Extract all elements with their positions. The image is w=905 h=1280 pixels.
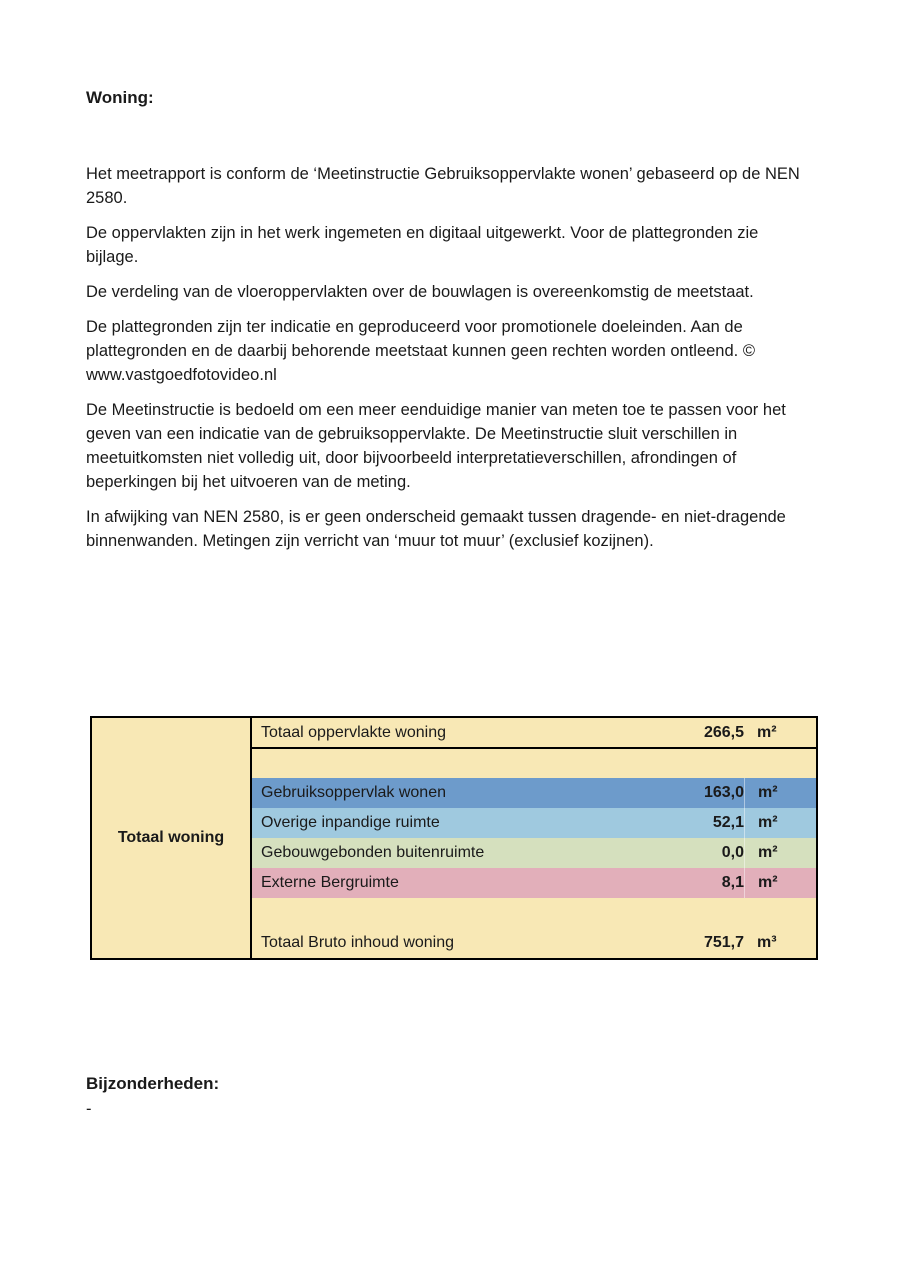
row-value: 8,1	[721, 874, 744, 891]
row-label: Totaal Bruto inhoud woning	[261, 934, 455, 951]
table-row-overige-inpandige	[252, 808, 816, 838]
row-value: 266,5	[703, 723, 744, 741]
row-label: Gebouwgebonden buitenruimte	[261, 844, 485, 861]
page-title: Woning:	[86, 88, 154, 107]
paragraph-afwijking: In afwijking van NEN 2580, is er geen onderscheid gemaakt tussen dragende- en niet-dragende binnenwanden. Metingen zijn verricht van ‘muur tot muur’ (exclusief kozijnen).	[86, 508, 786, 550]
table-rows	[252, 718, 816, 958]
row-unit: m³	[757, 934, 777, 951]
body-text	[86, 162, 800, 564]
row-label: Externe Bergruimte	[261, 874, 399, 891]
table-spacer-row	[252, 898, 816, 928]
row-unit: m²	[744, 868, 816, 898]
paragraph-verdeling: De verdeling van de vloeroppervlakten over de bouwlagen is overeenkomstig de meetstaat.	[86, 283, 754, 301]
table-row-externe-bergruimte	[252, 868, 816, 898]
row-value: 52,1	[712, 814, 744, 831]
paragraph-oppervlakten: De oppervlakten zijn in het werk ingemeten en digitaal uitgewerkt. Voor de plattegronden zie bijlage.	[86, 224, 759, 266]
table-spacer-row	[252, 749, 816, 778]
row-value: 163,0	[703, 784, 744, 801]
table-group-label: Totaal woning	[117, 829, 225, 846]
bijzonderheden-text: -	[86, 1100, 92, 1118]
paragraph-meetrapport: Het meetrapport is conform de ‘Meetinstructie Gebruiksoppervlakte wonen’ gebaseerd op de NEN 2580.	[86, 165, 800, 207]
table-row-gebruiksoppervlak	[252, 778, 816, 808]
table-row-totaal-oppervlakte	[252, 718, 816, 749]
row-label: Overige inpandige ruimte	[261, 814, 440, 831]
row-unit: m²	[757, 723, 777, 741]
table-row-bruto-inhoud	[252, 928, 816, 958]
row-unit: m²	[744, 778, 816, 808]
paragraph-meetinstructie: De Meetinstructie is bedoeld om een meer eenduidige manier van meten toe te passen voor het geven van een indicatie van de gebruiksoppervlakte. De Meetinstructie sluit verschillen in meetuitkomsten niet volledig uit, door bijvoorbeeld interpretatieverschillen, afrondingen of beperkingen bij het uitvoeren van de meting.	[86, 401, 786, 491]
row-label: Totaal oppervlakte woning	[261, 723, 447, 741]
bijzonderheden-heading: Bijzonderheden:	[86, 1074, 220, 1093]
paragraph-plattegronden: De plattegronden zijn ter indicatie en geproduceerd voor promotionele doeleinden. Aan de plattegronden en de daarbij behorende meetstaat kunnen geen rechten worden ontleend. © www.vastgoedfotovideo.nl	[86, 318, 755, 384]
table-row-gebouwgebonden	[252, 838, 816, 868]
row-label: Gebruiksoppervlak wonen	[261, 784, 446, 801]
surface-summary-table	[90, 716, 818, 960]
row-unit: m²	[744, 838, 816, 868]
table-group-cell	[92, 718, 252, 958]
row-unit: m²	[744, 808, 816, 838]
row-value: 751,7	[703, 934, 744, 951]
row-value: 0,0	[721, 844, 744, 861]
